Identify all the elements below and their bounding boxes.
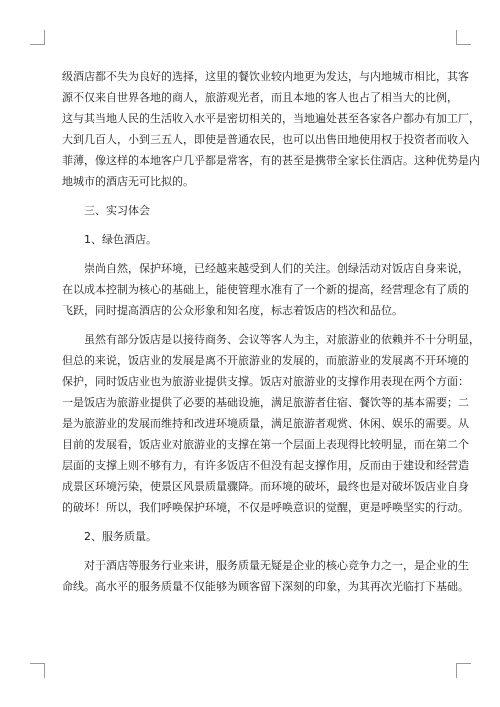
crop-mark-bottom-left [30,663,45,678]
paragraph-hotel-advantage [62,66,480,192]
text-line: 虽然有部分饭店是以接待商务、会议等客人为主，对旅游业的依赖并不十分明显， [84,333,480,346]
text-line: 这与其当地人民的生活收入水平是密切相关的，当地遍处甚至各家各户都办有加工厂， [62,112,480,125]
text-line: 对于酒店等服务行业来讲，服务质量无疑是企业的核心竞争力之一，是企业的生 [84,559,469,572]
text-line: 源不仅来自世界各地的商人，旅游观光者，而且本地的客人也占了相当大的比例， [62,91,458,104]
text-line: 保护，同时饭店业也为旅游业提供支撑。饭店对旅游业的支撑作用表现在两个方面： [62,375,469,388]
text-line: 菲薄，像这样的本地客户几乎都是常客，有的甚至是携带全家长住酒店。这种优势是内 [62,154,480,167]
text-line: 目前的发展看，饭店业对旅游业的支撑在第一个层面上表现得比较明显，而在第二个 [62,438,469,451]
paragraph-green-hotel [62,258,469,321]
crop-mark-top-right [456,30,471,45]
crop-mark-bottom-right [456,663,471,678]
text-line: 级酒店都不失为良好的选择，这里的餐饮业较内地更为发达，与内地城市相比，其客 [62,70,469,83]
paragraph-service-quality [62,555,469,597]
subsection-heading-green-hotel: 1、绿色酒店。 [84,233,157,246]
text-line: 是为旅游业的发展而维持和改进环境质量，满足旅游者观赏、休闲、娱乐的需要。从 [62,417,469,430]
text-line: 成景区环境污染，使景区风景质量骤降。而环境的破坏，最终也是对破坏饭店业自身 [62,480,469,493]
paragraph-tourism-support [62,329,480,518]
text-line: 在以成本控制为核心的基础上，能使管理水准有了一个新的提高，经营理念有了质的 [62,283,469,296]
document-body [62,66,480,597]
crop-mark-top-left [30,30,45,45]
text-line: 崇尚自然，保护环境，已经越来越受到人们的关注。创绿活动对饭店自身来说， [84,262,469,275]
subsection-heading-service-quality: 2、服务质量。 [84,530,157,543]
text-line: 的破坏！所以，我们呼唤保护环境，不仅是呼唤意识的觉醒，更是呼唤坚实的行动。 [62,501,469,514]
text-line: 但总的来说，饭店业的发展是离不开旅游业的发展的，而旅游业的发展离不开环境的 [62,354,469,367]
text-line: 层面的支撑上则不够有力，有许多饭店不但没有起支撑作用，反而由于建设和经营造 [62,459,469,472]
text-line: 大到几百人，小到三五人，即使是普通农民，也可以出售田地使用权于投资者而收入 [62,133,469,146]
section-heading: 三、实习体会 [84,204,150,217]
text-line: 地城市的酒店无可比拟的。 [62,175,194,188]
text-line: 飞跃，同时提高酒店的公众形象和知名度，标志着饭店的档次和品位。 [62,304,403,317]
text-line: 命线。高水平的服务质量不仅能够为顾客留下深刻的印象，为其再次光临打下基础。 [62,580,469,593]
text-line: 一是饭店为旅游业提供了必要的基础设施，满足旅游者住宿、餐饮等的基本需要；二 [62,396,469,409]
